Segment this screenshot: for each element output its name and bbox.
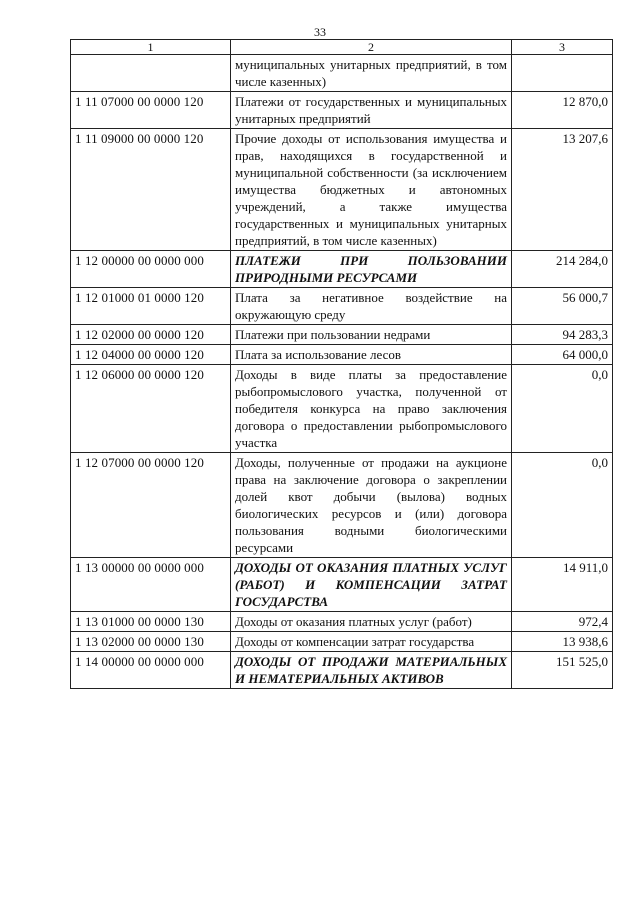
revenue-name-cell: Платежи от государственных и муниципальных унитарных предприятий: [231, 92, 512, 129]
amount-cell: 13 207,6: [512, 129, 613, 251]
table-row: [71, 325, 613, 345]
revenue-name-cell: Доходы от компенсации затрат государства: [231, 632, 512, 652]
amount-cell: 94 283,3: [512, 325, 613, 345]
revenue-name-cell: Плата за негативное воздействие на окружающую среду: [231, 288, 512, 325]
table-row: [71, 129, 613, 251]
classification-code-cell: 1 11 09000 00 0000 120: [71, 129, 231, 251]
revenue-name-cell: ПЛАТЕЖИ ПРИ ПОЛЬЗОВАНИИ ПРИРОДНЫМИ РЕСУРСАМИ: [231, 251, 512, 288]
classification-code-cell: 1 14 00000 00 0000 000: [71, 652, 231, 689]
amount-cell: 14 911,0: [512, 558, 613, 612]
classification-code-cell: 1 12 02000 00 0000 120: [71, 325, 231, 345]
table-row: [71, 55, 613, 92]
revenue-name-cell: Платежи при пользовании недрами: [231, 325, 512, 345]
revenue-name-cell: Доходы в виде платы за предоставление рыбопромыслового участка, полученной от победителя конкурса на право заключения договора о предоставлении рыбопромыслового участка: [231, 365, 512, 453]
revenue-name-cell: Доходы, полученные от продажи на аукционе права на заключение договора о закреплении долей квот добычи (вылова) водных биологических ресурсов и (или) договора пользования водными биологическими ресурсами: [231, 453, 512, 558]
table-row: [71, 288, 613, 325]
table-row: [71, 632, 613, 652]
page-number: 33: [314, 25, 326, 39]
table-header-row: [71, 40, 613, 55]
table-row: [71, 345, 613, 365]
table-row: [71, 612, 613, 632]
classification-code-cell: [71, 55, 231, 92]
table-row: [71, 558, 613, 612]
revenue-name-cell: Плата за использование лесов: [231, 345, 512, 365]
amount-cell: 12 870,0: [512, 92, 613, 129]
classification-code-cell: 1 11 07000 00 0000 120: [71, 92, 231, 129]
amount-cell: 214 284,0: [512, 251, 613, 288]
classification-code-cell: 1 13 01000 00 0000 130: [71, 612, 231, 632]
table-row: [71, 652, 613, 689]
amount-cell: [512, 55, 613, 92]
classification-code-cell: 1 12 04000 00 0000 120: [71, 345, 231, 365]
amount-cell: 151 525,0: [512, 652, 613, 689]
amount-cell: 0,0: [512, 453, 613, 558]
table-row: [71, 92, 613, 129]
amount-cell: 64 000,0: [512, 345, 613, 365]
revenue-name-cell: Прочие доходы от использования имущества и прав, находящихся в государственной и муниципальной собственности (за исключением имущества бюджетных и автономных учреждений, а также имущества государственных и муниципальных унитарных предприятий, в том числе казенных): [231, 129, 512, 251]
amount-cell: 0,0: [512, 365, 613, 453]
revenue-name-cell: ДОХОДЫ ОТ ПРОДАЖИ МАТЕРИАЛЬНЫХ И НЕМАТЕРИАЛЬНЫХ АКТИВОВ: [231, 652, 512, 689]
classification-code-cell: 1 12 06000 00 0000 120: [71, 365, 231, 453]
revenue-name-cell: Доходы от оказания платных услуг (работ): [231, 612, 512, 632]
amount-cell: 13 938,6: [512, 632, 613, 652]
revenue-name-cell: муниципальных унитарных предприятий, в том числе казенных): [231, 55, 512, 92]
budget-table: [70, 39, 613, 689]
column-header-name: 2: [231, 40, 512, 55]
amount-cell: 56 000,7: [512, 288, 613, 325]
classification-code-cell: 1 13 02000 00 0000 130: [71, 632, 231, 652]
classification-code-cell: 1 12 07000 00 0000 120: [71, 453, 231, 558]
table-row: [71, 453, 613, 558]
column-header-code: 1: [71, 40, 231, 55]
classification-code-cell: 1 12 00000 00 0000 000: [71, 251, 231, 288]
table-row: [71, 365, 613, 453]
revenue-name-cell: ДОХОДЫ ОТ ОКАЗАНИЯ ПЛАТНЫХ УСЛУГ (РАБОТ) И КОМПЕНСАЦИИ ЗАТРАТ ГОСУДАРСТВА: [231, 558, 512, 612]
classification-code-cell: 1 13 00000 00 0000 000: [71, 558, 231, 612]
table-row: [71, 251, 613, 288]
amount-cell: 972,4: [512, 612, 613, 632]
classification-code-cell: 1 12 01000 01 0000 120: [71, 288, 231, 325]
column-header-amount: 3: [512, 40, 613, 55]
